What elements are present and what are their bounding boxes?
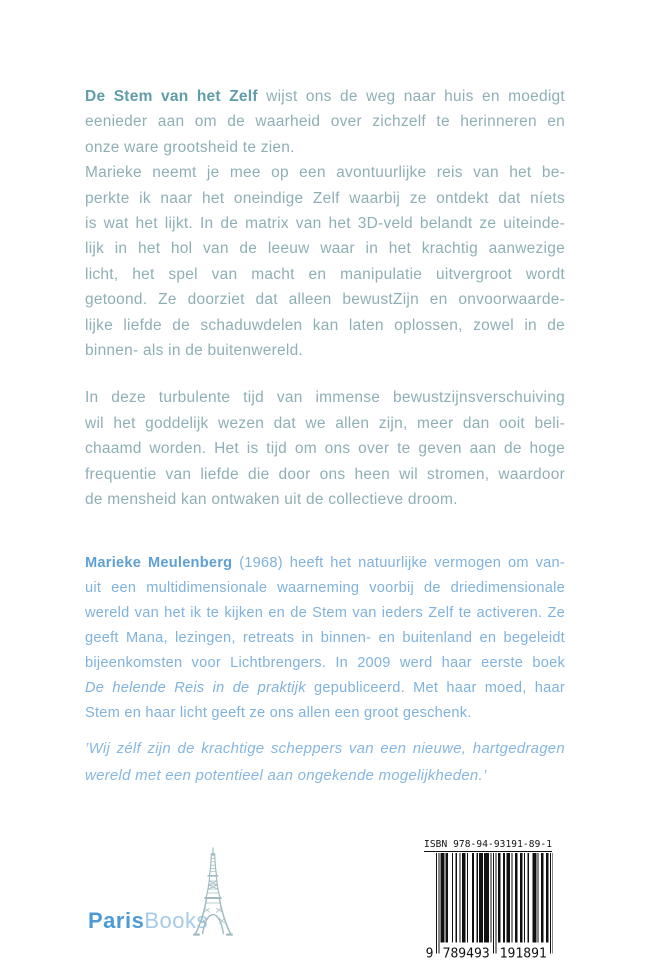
text-segment: bijeenkomsten voor Lichtbrengers. In 2009 werd haar eerste boek [85,654,565,671]
text-line [85,551,565,576]
text-segment: Marieke neemt je mee op een avontuurlijke reis van het be- [85,164,565,182]
eiffel-tower-icon [192,847,234,937]
text-line [85,287,565,312]
publisher-wordmark-light: Books [144,908,208,933]
text-line [85,84,565,109]
text-segment: getoond. Ze doorziet dat alleen bewustZijn en onvoorwaarde- [85,291,565,309]
isbn-barcode [424,839,553,960]
text-segment: wil het goddelijk wezen dat we allen zijn, meer dan ooit beli- [85,414,565,432]
text-segment: frequentie van liefde die door ons heen wil stromen, waardoor [85,465,565,483]
publisher-wordmark-bold: Paris [88,908,145,933]
barcode-bars [424,853,553,960]
body-text [85,84,565,789]
text-segment: (1968) heeft het natuurlijke vermogen om van- [232,554,566,571]
text-segment: wijst ons de weg naar huis en moedigt [257,88,565,105]
barcode-digits-left: 789493 [442,946,490,960]
text-segment: geeft Mana, lezingen, retreats in binnen- en buitenland en begeleidt [85,629,565,646]
text-segment: binnen- als in de buitenwereld. [85,342,303,360]
text-line [85,626,565,651]
publisher-wordmark [88,908,208,934]
text-line [85,160,565,185]
text-line [85,436,565,461]
text-line [85,211,565,236]
isbn-label: ISBN 978-94-93191-89-1 [424,839,553,850]
text-line [85,601,565,626]
text-line [85,411,565,436]
text-segment: De helende Reis in de praktijk [85,679,306,696]
paragraph-quote [85,735,565,789]
text-segment: de mensheid kan ontwaken uit de collectieve droom. [85,491,458,509]
text-segment: ’Wij zélf zijn de krachtige scheppers van een nieuwe, hartgedragen [85,739,565,757]
text-segment: Marieke Meulenberg [85,554,233,571]
text-segment: licht, het spel van macht en manipulatie uitvergroot wordt [85,265,565,283]
text-line [85,338,565,363]
text-line [85,236,565,261]
barcode-digit-first: 9 [425,946,434,960]
text-segment: perkte ik naar het oneindige Zelf waarbij ze ontdekt dat níets [85,189,565,207]
text-line [85,262,565,287]
text-segment: wereld met een potentieel aan ongekende mogelijkheden.’ [85,766,487,784]
text-segment: Stem en haar licht geeft ze ons allen een groot geschenk. [85,704,472,721]
text-segment: lijke liefde de schaduwdelen kan laten oplossen, zowel in de [85,316,565,334]
publisher-logo [88,845,248,940]
text-segment: onze ware grootsheid te zien. [85,138,295,156]
paragraph-awakening [85,385,565,512]
text-line [85,576,565,601]
text-line [85,385,565,410]
text-line [85,313,565,338]
text-line [85,487,565,512]
paragraph-intro [85,84,565,363]
text-line [85,651,565,676]
text-segment: is wat het lijkt. In de matrix van het 3D-veld belandt ze uiteinde- [85,215,565,233]
barcode-digits-right: 191891 [499,946,547,960]
text-segment: In deze turbulente tijd van immense bewustzijnsverschuiving [85,389,565,407]
text-segment: eenieder aan om de waarheid over zichzelf te herinneren en [85,113,565,131]
text-segment: De Stem van het Zelf [85,88,258,105]
text-line [85,186,565,211]
text-segment: wereld van het ik te kijken en de Stem van ieders Zelf te activeren. Ze [85,604,565,621]
text-line [85,109,565,134]
text-segment: lijk in het hol van de leeuw waar in het krachtig aanwezige [85,240,565,258]
text-segment: uit een multidimensionale waarneming voorbij de driedimensionale [85,579,565,596]
text-line [85,762,565,789]
text-segment: chaamd worden. Het is tijd om ons over te geven aan de hoge [85,440,565,458]
paragraph-bio [85,551,565,726]
text-line [85,676,565,701]
text-line [85,462,565,487]
text-line [85,701,565,726]
text-line [85,735,565,762]
text-segment: gepubliceerd. Met haar moed, haar [305,679,565,696]
text-line [85,135,565,160]
